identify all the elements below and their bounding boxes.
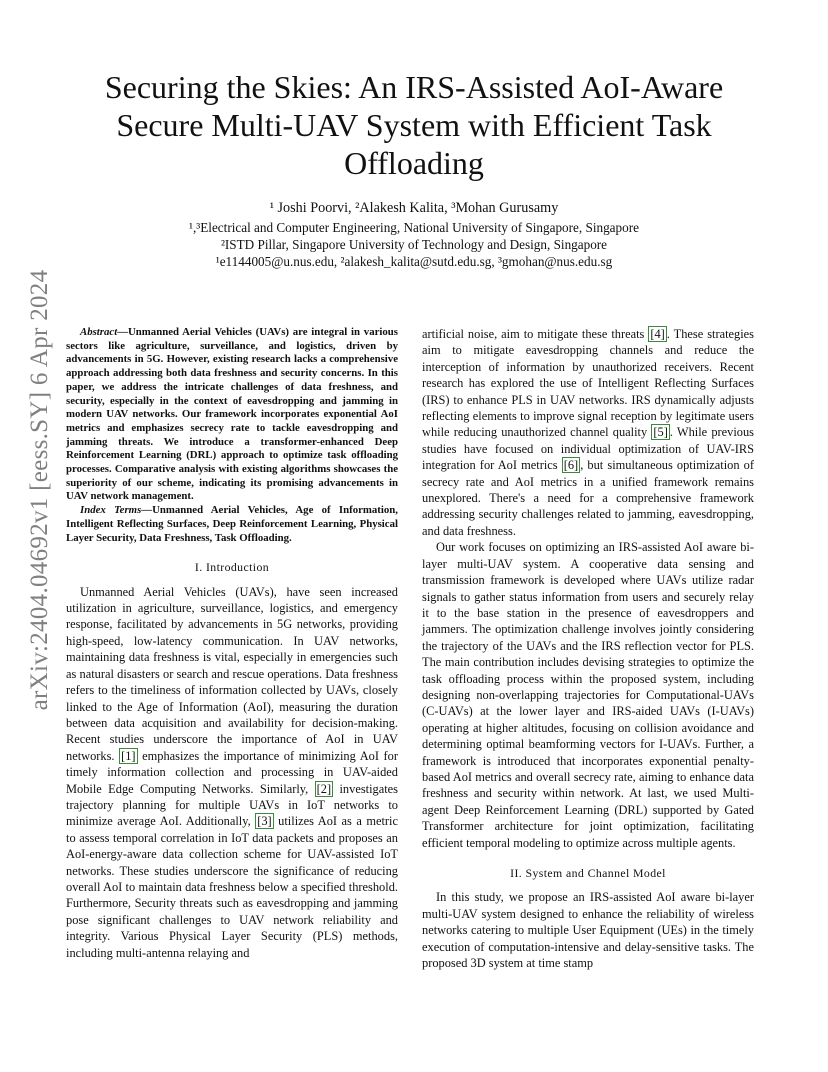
citation-link[interactable]: [3] — [257, 814, 272, 829]
author-emails: ¹e1144005@u.nus.edu, ²alakesh_kalita@sutd.edu.sg, ³gmohan@nus.edu.sg — [215, 254, 613, 269]
intro-paragraph-1 — [66, 584, 398, 961]
intro-text: artificial noise, aim to mitigate these threats — [422, 327, 649, 341]
intro-text: utilizes AoI as a metric to assess temporal correlation in IoT data packets and proposes an AoI-energy-aware data collection scheme for UAV-assisted IoT networks. These studies underscore the significance of reducing overall AoI to maintain data freshness below a specified threshold. Furthermore, Security threats such as eavesdropping and jamming pose significant challenges to UAV network reliability and integrity. Various Physical Layer Security (PLS) methods, including multi-antenna relaying and — [66, 814, 398, 960]
section-2-heading: II. System and Channel Model — [510, 866, 666, 880]
intro-text: emphasizes the importance of minimizing AoI for timely information collection and processing in UAV-aided Mobile Edge Computing Networks. Similarly, — [66, 748, 398, 796]
intro-text: . While previous studies have focused on individual optimization of UAV-IRS integration for AoI metrics — [422, 425, 754, 473]
abstract-text: —Unmanned Aerial Vehicles (UAVs) are integral in various sectors like agriculture, surveillance, and logistics, driven by advancements in 5G. However, existing research lacks a comprehensive approach addressing both data freshness and security concerns. In this paper, we address the intricate challenges of data freshness, and security, especially in the context of eavesdropping and jamming in modern UAV networks. Our framework incorporates exponential AoI metrics and emphasizes secrecy rate to tackle eavesdropping and jamming threats. We introduce a transformer-enhanced Deep Reinforcement Learning (DRL) approach to optimize task offloading processes. Comparative analysis with existing algorithms showcases the superiority of our scheme, indicating its promising advancements in UAV network management. — [66, 326, 398, 503]
system-model-paragraph: In this study, we propose an IRS-assisted AoI aware bi-layer multi-UAV system designed to enhance the reliability of wireless networks catering to multiple User Equipment (UEs) in the timely execution of computation-intensive and delay-sensitive tasks. The proposed 3D system at time stamp — [422, 890, 754, 971]
section-1-heading: I. Introduction — [194, 560, 270, 575]
arxiv-sidebar-stamp — [20, 269, 60, 711]
author-block — [120, 200, 708, 270]
citation-link[interactable]: [1] — [121, 748, 136, 763]
abstract — [66, 326, 398, 504]
intro-paragraph-1-continued — [422, 326, 754, 539]
arxiv-identifier: arXiv:2404.04692v1 [eess.SY] 6 Apr 2024 — [26, 269, 53, 711]
left-column — [66, 326, 398, 961]
right-column — [422, 326, 754, 971]
intro-text: . These strategies aim to mitigate eavesdropping channels and reduce the interception of information by unauthorized receivers. Recent research has explored the use of Intelligent Reflecting Surfaces (IRS) to enhance PLS in UAV networks. IRS dynamically adjusts reflecting elements to improve signal reception by legitimate users while reducing unauthorized channel quality — [422, 327, 754, 440]
intro-text: investigates trajectory planning for multiple UAVs in IoT networks to minimize average AoI. Additionally, — [66, 781, 398, 829]
author-names: ¹ Joshi Poorvi, ²Alakesh Kalita, ³Mohan Gurusamy — [269, 200, 559, 216]
citation-link[interactable]: [4] — [650, 327, 665, 341]
index-terms-label: Index Terms — [80, 504, 142, 517]
index-terms — [66, 504, 398, 545]
intro-text: Unmanned Aerial Vehicles (UAVs), have seen increased utilization in agriculture, surveillance, logistics, and emergency response, facilitated by advancements in 5G networks, providing high-speed, low-latency communication. In UAV networks, maintaining data freshness is vital, especially in emergencies such as natural disasters or search and rescue operations. Data freshness refers to the timeliness of information collected by UAVs, closely linked to the Age of Information (AoI), measuring the duration between data acquisition and availability for decision-making. Recent studies underscore the importance of AoI in UAV networks. — [66, 584, 398, 763]
abstract-label: Abstract — [80, 326, 118, 338]
citation-link[interactable]: [5] — [653, 425, 668, 440]
intro-text: , but simultaneous optimization of secrecy rate and AoI metrics in a unified framework remains unexplored. There's a need for a comprehensive framework addressing security challenges related to jamming, eavesdropping, and data freshness. — [422, 458, 754, 538]
index-terms-text: —Unmanned Aerial Vehicles, Age of Information, Intelligent Reflecting Surfaces, Deep Reinforcement Learning, Physical Layer Security, Data Freshness, Task Offloading. — [66, 504, 398, 544]
affiliation-1: ¹,³Electrical and Computer Engineering, National University of Singapore, Singapore — [189, 220, 639, 235]
intro-paragraph-2: Our work focuses on optimizing an IRS-assisted AoI aware bi-layer multi-UAV system. A cooperative data sensing and transmission framework is developed where UAVs utilize radar signals to gather status information from users and securely relay it to the base station in the presence of eavesdroppers and jammers. The optimization challenge involves jointly considering the trajectory of the UAVs and the IRS reflection vector for PLS. The main contribution includes devising strategies to optimize the task offloading process within the proposed system, including designing non-overlapping trajectories for Computational-UAVs (C-UAVs) at the lower layer and IRS-aided UAVs (I-UAVs) operating at higher altitudes, focusing on collision avoidance and determining optimal beamforming vectors for I-UAVs. Further, a framework is introduced that incorporates exponential penalty-based AoI metrics and overall secrecy rate, aiming to enhance data freshness and security within network. At last, we used Multi-agent Deep Reinforcement Learning (DRL) supported by Gated Transformer architecture for joint optimization, facilitating efficient temporal modeling to optimize across multiple agents. — [422, 540, 754, 850]
paper-title: Securing the Skies: An IRS-Assisted AoI-Aware Secure Multi-UAV System with Efficient Task Offloading — [104, 69, 724, 181]
citation-link[interactable]: [2] — [316, 781, 332, 796]
citation-link[interactable]: [6] — [563, 458, 579, 473]
affiliation-2: ²ISTD Pillar, Singapore University of Technology and Design, Singapore — [220, 237, 608, 252]
